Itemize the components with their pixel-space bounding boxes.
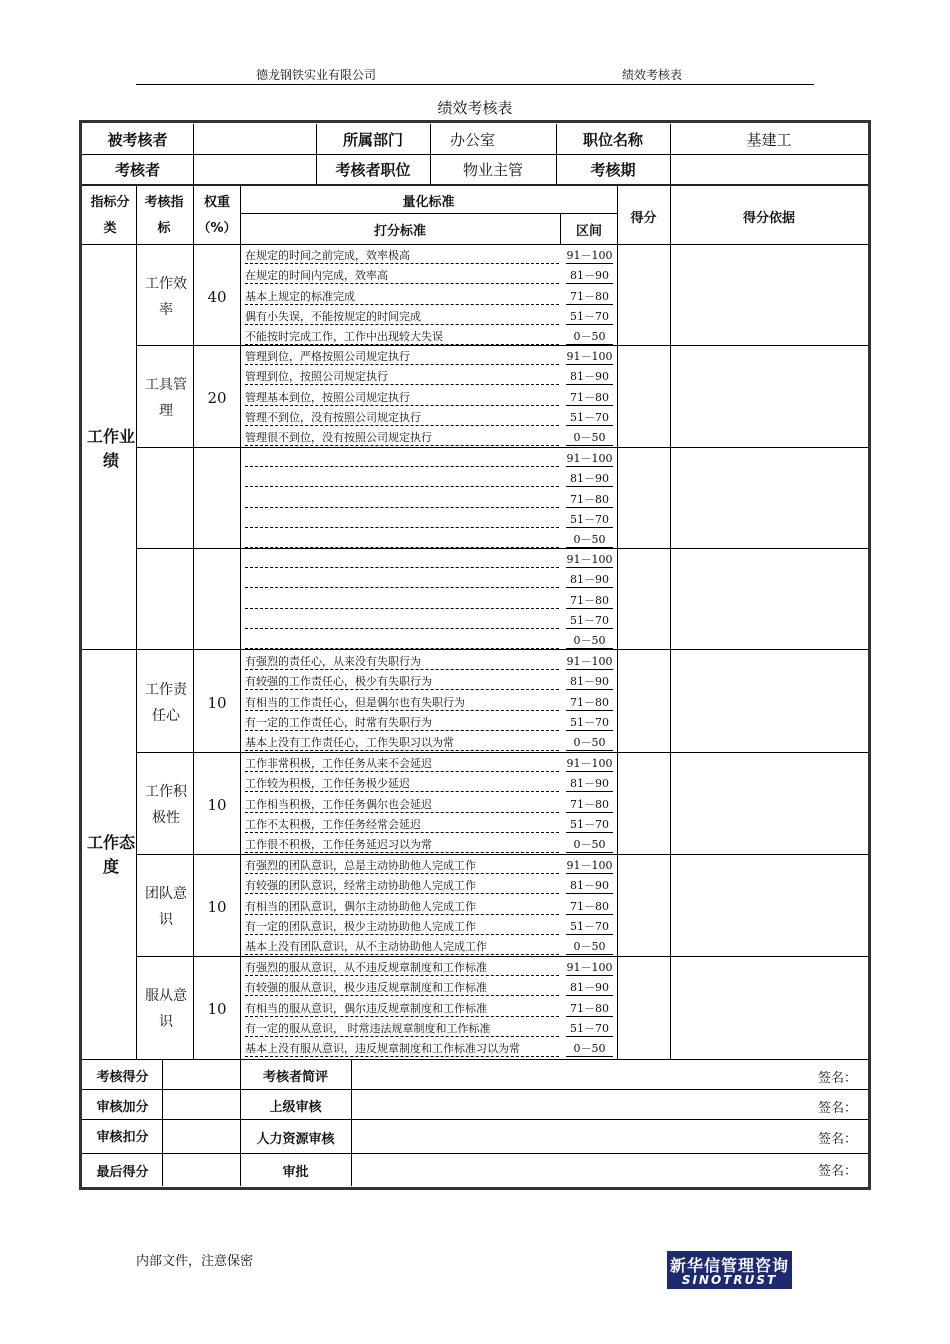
col-indicator: 考核指标 <box>144 195 184 236</box>
appraiser-comment-label: 考核者简评 <box>262 1069 328 1085</box>
criteria-text <box>245 513 247 526</box>
criteria-row <box>245 877 559 897</box>
indicator-name: 工作积极性 <box>145 783 187 826</box>
basis-input[interactable] <box>671 246 868 347</box>
sinotrust-logo <box>667 1251 792 1289</box>
grid-line <box>162 1060 163 1186</box>
range-value: 81－90 <box>562 673 617 693</box>
col-criteria: 打分标准 <box>373 223 426 239</box>
signature-label: 签名： <box>818 1132 858 1147</box>
criteria-text <box>245 573 247 586</box>
criteria-row <box>245 308 559 328</box>
grid-line <box>136 186 137 1059</box>
criteria-text: 工作相当积极，工作任务偶尔也会延迟 <box>245 797 432 811</box>
range-value: 71－80 <box>562 592 617 612</box>
range-value: 0－50 <box>562 328 617 348</box>
criteria-text: 基本上没有团队意识，从不主动协助他人完成工作 <box>245 940 487 954</box>
criteria-row <box>245 1040 559 1060</box>
position-field[interactable]: 基建工 <box>746 130 792 149</box>
criteria-row <box>245 247 559 267</box>
indicator-weight: 10 <box>207 693 227 712</box>
criteria-text: 有相当的团队意识，偶尔主动协助他人完成工作 <box>245 899 476 913</box>
range-value: 0－50 <box>562 734 617 754</box>
grid-line <box>430 124 431 184</box>
indicator-weight: 10 <box>207 999 227 1018</box>
col-weight: 权重（%） <box>197 195 237 236</box>
grid-line <box>351 1060 352 1186</box>
footer-note: 内部文件，注意保密 <box>136 1254 254 1269</box>
comment-input-area[interactable] <box>351 1060 811 1186</box>
indicator-name: 服从意识 <box>145 987 187 1030</box>
range-value: 81－90 <box>562 877 617 897</box>
grid-line <box>670 124 671 184</box>
position-label: 职位名称 <box>582 130 643 149</box>
score-input[interactable] <box>618 449 670 550</box>
criteria-text: 有相当的工作责任心，但是偶尔也有失职行为 <box>245 695 465 709</box>
signature-label: 签名： <box>818 1164 858 1179</box>
logo-english: SINOTRUST <box>681 1273 778 1287</box>
range-value: 51－70 <box>562 1020 617 1040</box>
score-input[interactable] <box>618 958 670 1059</box>
range-value: 51－70 <box>562 714 617 734</box>
criteria-text: 有较强的团队意识，经常主动协助他人完成工作 <box>245 879 476 893</box>
score-input-area[interactable] <box>163 1060 240 1186</box>
page-header <box>136 66 814 85</box>
dept-label: 所属部门 <box>342 130 403 149</box>
range-value: 71－80 <box>562 491 617 511</box>
range-value: 51－70 <box>562 816 617 836</box>
criteria-row <box>245 348 559 368</box>
dept-field[interactable]: 办公室 <box>450 130 496 149</box>
criteria-text: 工作很不积极，工作任务延迟习以为常 <box>245 838 432 852</box>
range-value: 0－50 <box>562 1040 617 1060</box>
criteria-row <box>245 592 559 612</box>
indicator-name <box>139 449 193 550</box>
criteria-text <box>245 533 247 546</box>
criteria-text: 管理基本到位，按照公司规定执行 <box>245 390 410 404</box>
criteria-row <box>245 775 559 795</box>
criteria-text: 有相当的服从意识，偶尔违反规章制度和工作标准 <box>245 1001 487 1015</box>
category-attitude: 工作态度 <box>86 833 135 876</box>
appraisee-field[interactable] <box>193 124 316 154</box>
basis-input[interactable] <box>671 754 868 855</box>
review-add-label: 审核加分 <box>96 1099 149 1115</box>
indicator-weight: 10 <box>207 897 227 916</box>
criteria-text <box>245 614 247 627</box>
grid-line <box>136 854 868 855</box>
final-score-label: 最后得分 <box>96 1164 149 1180</box>
range-value: 81－90 <box>562 979 617 999</box>
criteria-row <box>245 979 559 999</box>
basis-input[interactable] <box>671 449 868 550</box>
basis-input[interactable] <box>671 652 868 753</box>
approval-label: 审批 <box>282 1164 309 1180</box>
score-input[interactable] <box>618 754 670 855</box>
criteria-text: 有一定的工作责任心，时常有失职行为 <box>245 715 432 729</box>
hr-review-label: 人力资源审核 <box>256 1131 335 1147</box>
grid-line <box>82 649 868 650</box>
criteria-text: 不能按时完成工作，工作中出现较大失误 <box>245 330 443 344</box>
review-deduct-label: 审核扣分 <box>96 1129 149 1145</box>
criteria-row <box>245 551 559 571</box>
grid-line <box>560 213 561 244</box>
criteria-row <box>245 571 559 591</box>
range-value: 71－80 <box>562 389 617 409</box>
criteria-row <box>245 857 559 877</box>
criteria-text <box>245 594 247 607</box>
criteria-text <box>245 553 247 566</box>
grid-line <box>82 244 868 245</box>
col-category: 指标分类 <box>90 195 130 236</box>
range-value: 51－70 <box>562 409 617 429</box>
indicator-weight: 20 <box>207 388 227 407</box>
criteria-row <box>245 1000 559 1020</box>
grid-line <box>240 1060 241 1186</box>
criteria-row <box>245 653 559 673</box>
criteria-row <box>245 898 559 918</box>
range-value: 91－100 <box>562 959 617 979</box>
range-value: 71－80 <box>562 898 617 918</box>
indicator-weight <box>194 550 240 651</box>
criteria-text: 有一定的服从意识， 时常违法规章制度和工作标准 <box>245 1021 491 1035</box>
range-value: 81－90 <box>562 368 617 388</box>
range-value: 51－70 <box>562 918 617 938</box>
criteria-row <box>245 959 559 979</box>
criteria-row <box>245 1020 559 1040</box>
criteria-row <box>245 511 559 531</box>
signature-label: 签名： <box>818 1101 858 1116</box>
criteria-row <box>245 389 559 409</box>
criteria-text: 工作较为积极，工作任务极少延迟 <box>245 777 410 791</box>
range-value: 71－80 <box>562 288 617 308</box>
grid-line <box>240 186 241 1059</box>
criteria-text: 有较强的工作责任心，极少有失职行为 <box>245 675 432 689</box>
col-basis: 得分依据 <box>742 210 795 226</box>
grid-line <box>82 1089 868 1090</box>
appraiser-position-label: 考核者职位 <box>335 160 411 179</box>
indicator-name: 工作责任心 <box>145 681 187 724</box>
criteria-text: 管理不到位，没有按照公司规定执行 <box>245 410 421 424</box>
company-name: 德龙钢铁实业有限公司 <box>256 68 377 82</box>
grid-line <box>193 186 194 1059</box>
criteria-text: 基本上没有服从意识，违反规章制度和工作标准习以为常 <box>245 1042 520 1056</box>
criteria-text: 有强烈的团队意识，总是主动协助他人完成工作 <box>245 859 476 872</box>
range-value: 91－100 <box>562 247 617 267</box>
criteria-row <box>245 450 559 470</box>
basis-input[interactable] <box>671 856 868 957</box>
range-value: 0－50 <box>562 938 617 958</box>
indicator-name: 工具管理 <box>145 376 187 419</box>
criteria-text: 在规定的时间之前完成，效率极高 <box>245 249 410 262</box>
signature-label: 签名： <box>818 1071 858 1086</box>
range-value: 0－50 <box>562 836 617 856</box>
appraiser-position-field[interactable]: 物业主管 <box>462 160 523 179</box>
supervisor-review-label: 上级审核 <box>269 1099 322 1115</box>
range-value: 91－100 <box>562 653 617 673</box>
col-score: 得分 <box>630 210 657 226</box>
criteria-row <box>245 673 559 693</box>
criteria-text: 工作非常积极，工作任务从来不会延迟 <box>245 757 432 770</box>
criteria-text: 工作不太积极，工作任务经常会延迟 <box>245 817 421 831</box>
range-value: 91－100 <box>562 755 617 775</box>
range-value: 71－80 <box>562 1000 617 1020</box>
criteria-row <box>245 816 559 836</box>
criteria-text: 管理到位，严格按照公司规定执行 <box>245 350 410 363</box>
range-value: 81－90 <box>562 775 617 795</box>
criteria-text: 有强烈的服从意识，从不违反规章制度和工作标准 <box>245 961 487 974</box>
indicator-name: 工作效率 <box>145 275 187 318</box>
appraiser-field[interactable] <box>193 154 316 184</box>
col-range: 区间 <box>575 223 602 239</box>
indicator-weight <box>194 449 240 550</box>
criteria-row <box>245 368 559 388</box>
indicator-weight: 10 <box>207 795 227 814</box>
grid-line <box>82 184 868 186</box>
grid-line <box>136 548 868 549</box>
range-value: 91－100 <box>562 450 617 470</box>
header-doc-name: 绩效考核表 <box>622 68 683 82</box>
basis-input[interactable] <box>671 958 868 1059</box>
criteria-text: 基本上规定的标准完成 <box>245 289 355 303</box>
page-title: 绩效考核表 <box>437 99 513 117</box>
criteria-text: 有强烈的责任心，从来没有失职行为 <box>245 655 421 668</box>
indicator-weight: 40 <box>207 287 227 306</box>
criteria-row <box>245 267 559 287</box>
col-quant-standard: 量化标准 <box>402 194 455 210</box>
grid-line <box>136 956 868 957</box>
indicator-name <box>139 550 193 651</box>
criteria-text: 偶有小失误，不能按规定的时间完成 <box>245 309 421 323</box>
category-performance: 工作业绩 <box>86 427 135 470</box>
range-value: 0－50 <box>562 632 617 652</box>
range-value: 0－50 <box>562 531 617 551</box>
grid-line <box>617 186 618 1059</box>
criteria-row <box>245 288 559 308</box>
grid-line <box>82 1153 868 1154</box>
criteria-row <box>245 714 559 734</box>
range-value: 71－80 <box>562 694 617 714</box>
range-value: 51－70 <box>562 511 617 531</box>
criteria-row <box>245 409 559 429</box>
grid-line <box>556 124 557 184</box>
criteria-text: 在规定的时间内完成，效率高 <box>245 269 388 283</box>
appraisee-label: 被考核者 <box>107 130 168 149</box>
criteria-text: 管理到位，按照公司规定执行 <box>245 370 388 384</box>
criteria-row <box>245 694 559 714</box>
score-input[interactable] <box>618 246 670 347</box>
criteria-text: 管理很不到位，没有按照公司规定执行 <box>245 431 432 445</box>
score-input[interactable] <box>618 550 670 651</box>
basis-input[interactable] <box>671 550 868 651</box>
range-value: 81－90 <box>562 267 617 287</box>
grid-line <box>82 154 868 155</box>
grid-line <box>82 1059 868 1060</box>
grid-line <box>136 447 868 448</box>
period-label: 考核期 <box>590 160 636 179</box>
score-input[interactable] <box>618 347 670 448</box>
range-value: 51－70 <box>562 612 617 632</box>
criteria-text <box>245 472 247 485</box>
criteria-text: 有一定的团队意识，极少主动协助他人完成工作 <box>245 919 476 933</box>
criteria-row <box>245 755 559 775</box>
grid-line <box>82 1119 868 1120</box>
range-value: 91－100 <box>562 551 617 571</box>
criteria-text <box>245 452 247 465</box>
indicator-name: 团队意识 <box>145 885 187 928</box>
score-input[interactable] <box>618 856 670 957</box>
criteria-row <box>245 918 559 938</box>
range-value: 71－80 <box>562 796 617 816</box>
grid-line <box>316 124 317 184</box>
range-value: 81－90 <box>562 571 617 591</box>
range-value: 91－100 <box>562 348 617 368</box>
basis-input[interactable] <box>671 347 868 448</box>
appraiser-label: 考核者 <box>114 160 160 179</box>
criteria-text: 有较强的服从意识，极少违反规章制度和工作标准 <box>245 981 487 995</box>
grid-line <box>136 345 868 346</box>
logo-chinese: 新华信管理咨询 <box>669 1256 789 1275</box>
criteria-text <box>245 493 247 506</box>
range-value: 0－50 <box>562 429 617 449</box>
range-value: 81－90 <box>562 470 617 490</box>
grid-line <box>136 752 868 753</box>
grid-line <box>193 124 194 184</box>
criteria-row <box>245 491 559 511</box>
range-value: 91－100 <box>562 857 617 877</box>
grid-line <box>670 186 671 1059</box>
criteria-row <box>245 470 559 490</box>
period-field[interactable] <box>670 154 868 184</box>
criteria-row <box>245 612 559 632</box>
criteria-text: 基本上没有工作责任心，工作失职习以为常 <box>245 736 454 750</box>
criteria-row <box>245 796 559 816</box>
range-value: 51－70 <box>562 308 617 328</box>
score-input[interactable] <box>618 652 670 753</box>
criteria-text <box>245 634 247 647</box>
exam-score-label: 考核得分 <box>96 1069 149 1085</box>
